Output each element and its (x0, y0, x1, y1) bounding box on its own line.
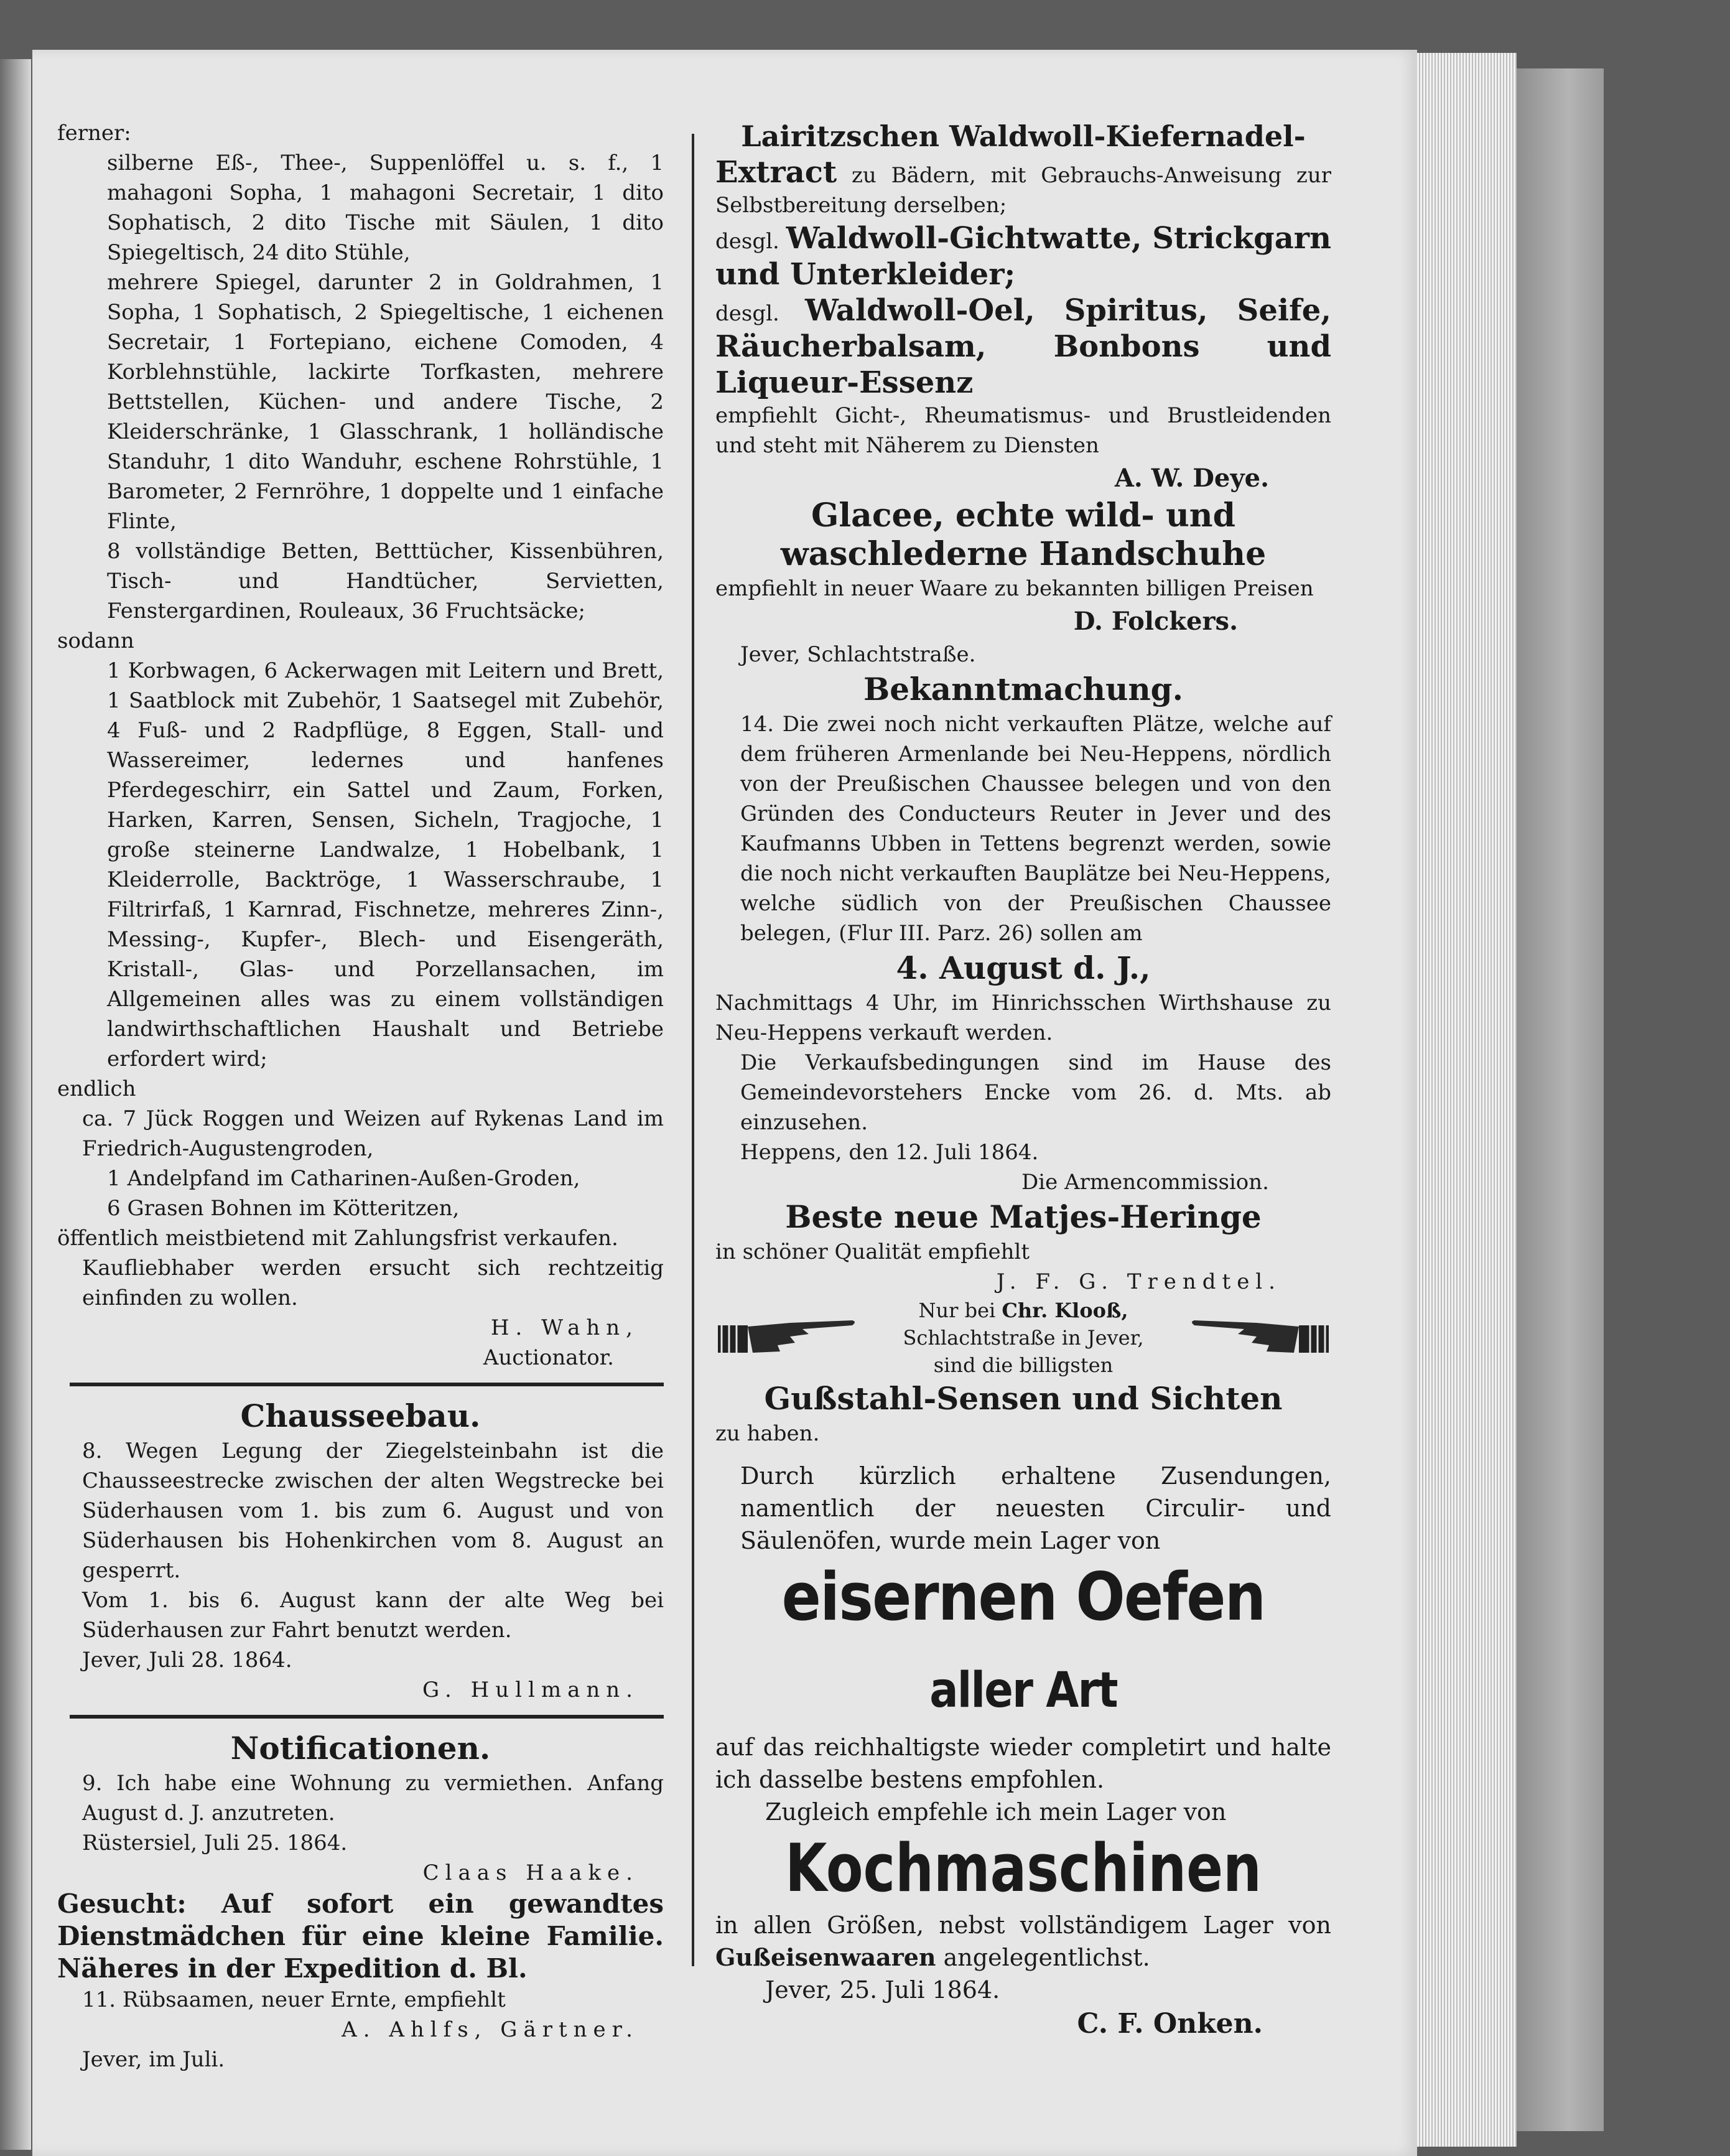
auction-signature-name: H. Wahn, (490, 1315, 639, 1340)
auction-inventory (57, 118, 664, 1313)
right-column (715, 118, 1331, 2042)
auction-signature-title: Auctionator. (483, 1345, 614, 1370)
onken-place-date: Jever, 25. Juli 1864. (765, 1976, 1000, 2004)
eiserne-oefen-tail: aller Art (929, 1663, 1117, 1719)
lairitz-oel-line (715, 292, 1331, 401)
lairitz-extract-line (715, 154, 1331, 220)
glacee-signature: D. Folckers. (1073, 607, 1238, 636)
onken-paragraph-3: Zugleich empfehle ich mein Lager von (765, 1798, 1227, 1826)
bekanntmachung-place-date: Heppens, den 12. Juli 1864. (740, 1140, 1039, 1165)
klooss-text (903, 1297, 1143, 1379)
gussstahl-tail: zu haben. (715, 1421, 820, 1446)
glacee-text: empfiehlt in neuer Waare zu bekannten billigen Preisen (715, 576, 1314, 601)
book-cover-edge (1517, 68, 1604, 2131)
onken-p4-start: in allen Größen, nebst vollständigem Lager von (715, 1911, 1331, 1939)
column-divider (692, 134, 694, 1966)
klooss-pointing-row (715, 1297, 1331, 1379)
inventory-line: Kaufliebhaber werden ersucht sich rechtzeitig einfinden zu wollen. (82, 1256, 664, 1310)
matjes-heading: Beste neue Matjes-Heringe (785, 1198, 1262, 1235)
notificationen-heading: Notificationen. (230, 1730, 491, 1766)
lairitz-desgl-1: desgl. (715, 229, 786, 254)
gesucht-notice: Gesucht: Auf sofort ein gewandtes Dienstmädchen für eine kleine Familie. Näheres in der Expedition d. Bl. (57, 1888, 664, 1984)
glacee-heading: Glacee, echte wild- und waschlederne Handschuhe (780, 497, 1267, 573)
eiserne-oefen-headline (752, 1557, 1294, 1731)
lairitz-desgl-2: desgl. (715, 301, 805, 326)
previous-page-edge (0, 59, 31, 2150)
lairitz-extract-label: Extract (715, 155, 837, 190)
chausseebau-heading: Chausseebau. (240, 1398, 481, 1434)
bekanntmachung-paragraph-3: Die Verkaufsbedingungen sind im Hause des Gemeindevorstehers Encke vom 26. d. Mts. ab einzusehen. (740, 1050, 1331, 1135)
notification-11: 11. Rübsaamen, neuer Ernte, empfiehlt (82, 1987, 506, 2012)
notification-9-place-date: Rüstersiel, Juli 25. 1864. (82, 1831, 348, 1855)
inventory-line: 8 vollständige Betten, Betttücher, Kissenbühren, Tisch- und Handtücher, Servietten, Fenstergardinen, Rouleaux, 36 Fruchtsäcke; (107, 539, 664, 623)
divider-rule (70, 1715, 664, 1719)
gussstahl-heading: Gußstahl-Sensen und Sichten (764, 1380, 1283, 1417)
kochmaschinen-headline: Kochmaschinen (785, 1830, 1262, 1906)
inventory-line: öffentlich meistbietend mit Zahlungsfrist verkaufen. (57, 1226, 618, 1251)
inventory-line: silberne Eß-, Thee-, Suppenlöffel u. s. f., 1 mahagoni Sopha, 1 mahagoni Secretair, 1 dito Sophatisch, 2 dito Tische mit Säulen, 1 dito Spiegeltisch, 24 dito Stühle, (107, 151, 664, 265)
inventory-line: sodann (57, 628, 134, 653)
inventory-line: 6 Grasen Bohnen im Kötteritzen, (107, 1196, 460, 1221)
chausseebau-paragraph-2: Vom 1. bis 6. August kann der alte Weg bei Süderhausen zur Fahrt benutzt werden. (82, 1588, 664, 1643)
bekanntmachung-paragraph-2: Nachmittags 4 Uhr, im Hinrichsschen Wirthshause zu Neu-Heppens verkauft werden. (715, 991, 1331, 1045)
divider-rule (70, 1383, 664, 1386)
onken-paragraph-1: Durch kürzlich erhaltene Zusendungen, namentlich der neuesten Circulir- und Säulenöfen, wurde mein Lager von (740, 1462, 1331, 1554)
pointing-hand-left-icon (1188, 1307, 1331, 1369)
bekanntmachung-date: 4. August d. J., (896, 950, 1151, 986)
onken-p4-bold: Gußeisenwaaren (715, 1943, 936, 1971)
matjes-signature: J. F. G. Trendtel. (996, 1269, 1281, 1294)
inventory-line: ca. 7 Jück Roggen und Weizen auf Rykenas Land im Friedrich-Augustengroden, (82, 1106, 664, 1161)
klooss-nur-bei: Nur bei (918, 1299, 1002, 1322)
onken-p4-end: angelegentlichst. (936, 1944, 1150, 1971)
bekanntmachung-signature: Die Armencommission. (1021, 1170, 1269, 1195)
notification-11-signature: A. Ahlfs, Gärtner. (342, 2017, 639, 2042)
glacee-place: Jever, Schlachtstraße. (740, 642, 976, 667)
onken-paragraph-4 (715, 1909, 1331, 1974)
matjes-text: in schöner Qualität empfiehlt (715, 1239, 1030, 1264)
lairitz-signature: A. W. Deye. (1114, 464, 1269, 493)
inventory-line: ferner: (57, 121, 131, 146)
chausseebau-paragraph-1: 8. Wegen Legung der Ziegelsteinbahn ist die Chausseestrecke zwischen der alten Wegstrecke bei Süderhausen vom 1. bis zum 6. August und von Süderhausen bis Hohenkirchen vom 8. August an gesperrt. (82, 1439, 664, 1583)
klooss-line-3: sind die billigsten (933, 1353, 1114, 1377)
notification-11-place: Jever, im Juli. (82, 2047, 225, 2072)
inventory-line: 1 Korbwagen, 6 Ackerwagen mit Leitern und Brett, 1 Saatblock mit Zubehör, 1 Saatsegel mit Zubehör, 4 Fuß- und 2 Radpflüge, 8 Eggen, Stall- und Wassereimer, ledernes und hanfenes Pferdegeschirr, ein Sattel und Zaum, Forken, Harken, Karren, Sensen, Sicheln, Tragjoche, 1 große steinerne Landwalze, 1 Hobelbank, 1 Kleiderrolle, Backtröge, 1 Wasserschraube, 1 Filtrirfaß, 1 Karnrad, Fischnetze, mehreres Zinn-, Messing-, Kupfer-, Blech- und Eisengeräth, Kristall-, Glas- und Porzellansachen, im Allgemeinen alles was zu einem vollständigen landwirthschaftlichen Haushalt und Betriebe erfordert wird; (107, 658, 664, 1071)
lairitz-gichtwatte-line (715, 220, 1331, 292)
eiserne-oefen-main: eisernen Oefen (781, 1559, 1265, 1635)
bekanntmachung-heading: Bekanntmachung. (863, 671, 1184, 707)
pointing-hand-right-icon (715, 1307, 858, 1369)
notification-9: 9. Ich habe eine Wohnung zu vermiethen. Anfang August d. J. anzutreten. (82, 1771, 664, 1826)
klooss-line-2: Schlachtstraße in Jever, (903, 1326, 1144, 1350)
lairitz-heading: Lairitzschen Waldwoll-Kiefernadel- (741, 119, 1306, 153)
onken-paragraph-2: auf das reichhaltigste wieder completirt und halte ich dasselbe bestens empfohlen. (715, 1734, 1331, 1793)
left-column (57, 118, 664, 2074)
klooss-name: Chr. Klooß, (1002, 1299, 1128, 1322)
notification-9-signature: Claas Haake. (422, 1860, 639, 1885)
bekanntmachung-paragraph-1: 14. Die zwei noch nicht verkauften Plätze, welche auf dem früheren Armenlande bei Neu-Heppens, nördlich von der Preußischen Chaussee belegen und von den Gründen des Conducteurs Reuter in Jever und des Kaufmanns Ubben in Tettens begrenzt werden, sowie die noch nicht verkauften Bauplätze bei Neu-Heppens, welche südlich von der Preußischen Chaussee belegen, (Flur III. Parz. 26) sollen am (740, 712, 1331, 946)
onken-signature: C. F. Onken. (1077, 2008, 1263, 2040)
lairitz-gichtwatte-label: Waldwoll-Gichtwatte, Strickgarn und Unterkleider; (715, 221, 1331, 292)
lairitz-extract-text: zu Bädern, mit Gebrauchs-Anweisung zur Selbstbereitung derselben; (715, 163, 1331, 218)
lairitz-oel-label: Waldwoll-Oel, Spiritus, Seife, Räucherbalsam, Bonbons und Liqueur-Essenz (715, 293, 1332, 400)
chausseebau-signature: G. Hullmann. (422, 1678, 639, 1702)
klooss-line-1 (903, 1297, 1143, 1324)
page-edge-stack (1417, 53, 1517, 2147)
chausseebau-place-date: Jever, Juli 28. 1864. (82, 1648, 292, 1673)
inventory-line: endlich (57, 1076, 136, 1101)
inventory-line: mehrere Spiegel, darunter 2 in Goldrahmen, 1 Sopha, 1 Sophatisch, 2 Spiegeltische, 1 eichenen Secretair, 1 Fortepiano, eichene Comoden, 4 Korblehnstühle, lackirte Torfkasten, mehrere Bettstellen, Küchen- und andere Tische, 2 Kleiderschränke, 1 Glasschrank, 1 holländische Standuhr, 1 dito Wanduhr, eschene Rohrstühle, 1 Barometer, 2 Fernröhre, 1 doppelte und 1 einfache Flinte, (107, 270, 664, 534)
spacer (715, 1449, 1331, 1460)
inventory-line: 1 Andelpfand im Catharinen-Außen-Groden, (107, 1166, 580, 1191)
lairitz-recommendation: empfiehlt Gicht-, Rheumatismus- und Brustleidenden und steht mit Näherem zu Diensten (715, 403, 1331, 458)
